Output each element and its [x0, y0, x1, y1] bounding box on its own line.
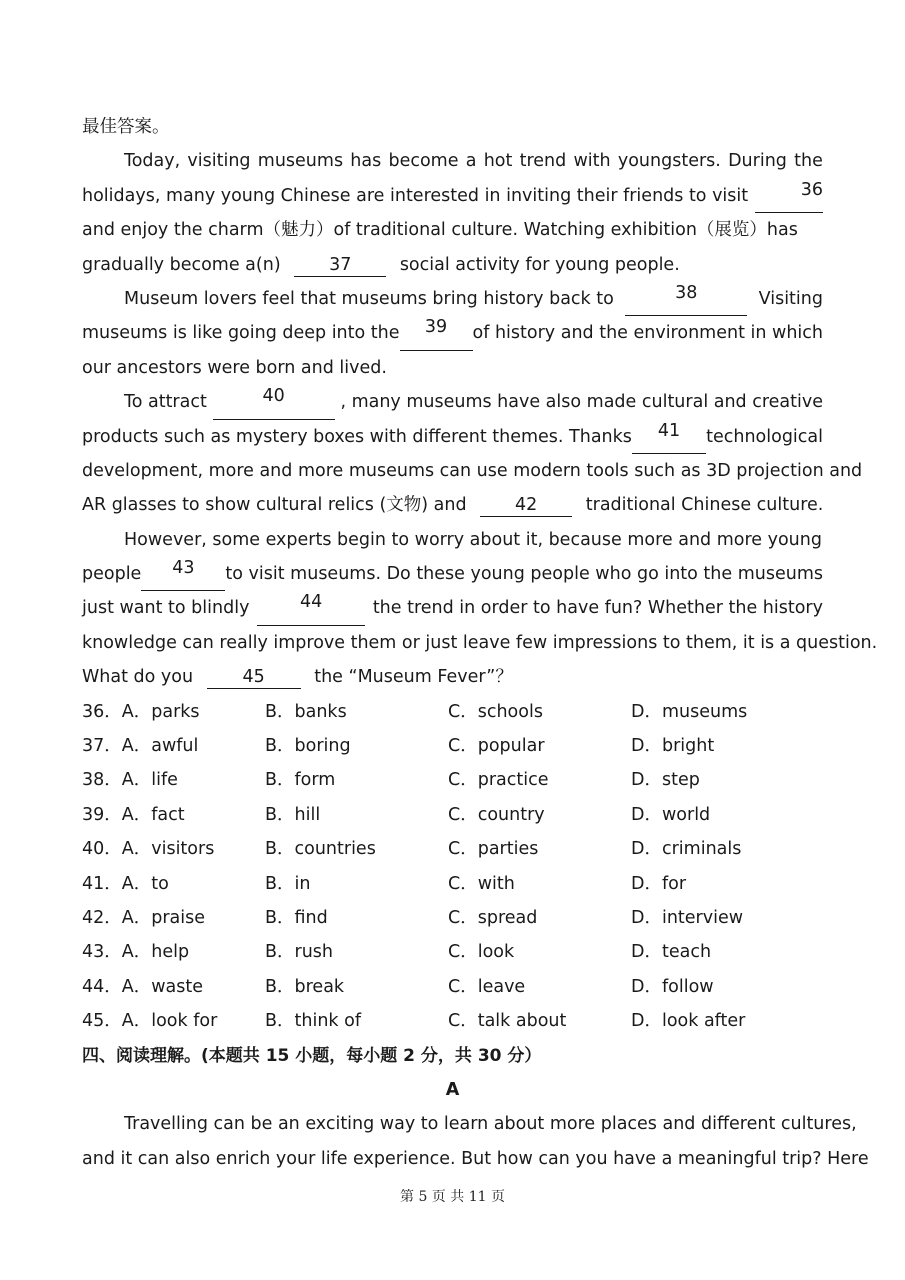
option-row	[82, 970, 823, 1004]
para1-line2	[82, 179, 823, 213]
text: knowledge can really improve them or just leave few impressions to them, it is a question.	[82, 632, 878, 653]
word: Today,	[124, 151, 181, 172]
option-b: B．banks	[265, 701, 347, 722]
text: However, some experts begin to worry about it, because more and more young	[124, 529, 822, 550]
option-d: D．step	[631, 770, 700, 791]
word: youngsters.	[617, 151, 721, 172]
option-row	[82, 901, 823, 935]
option-d: D．criminals	[631, 839, 742, 860]
word: museums	[257, 151, 344, 172]
blank-37: 37	[294, 254, 386, 277]
option-c: C．parties	[448, 839, 539, 860]
option-number-a: 43．A．help	[82, 942, 190, 963]
passage-line2	[82, 1142, 869, 1176]
option-row	[82, 695, 823, 729]
option-number-a: 45．A．look for	[82, 1011, 218, 1032]
para1-line3	[82, 213, 823, 247]
option-number-a: 37．A．awful	[82, 736, 199, 757]
option-row	[82, 935, 823, 969]
option-number-a: 42．A．praise	[82, 907, 206, 928]
para3-line3	[82, 454, 863, 488]
option-b: B．boring	[265, 736, 351, 757]
text: What do you	[82, 667, 194, 688]
word: During	[728, 151, 787, 172]
option-b: B．in	[265, 873, 311, 894]
option-c: C．leave	[448, 976, 526, 997]
option-d: D．look after	[631, 1011, 746, 1032]
para1-line4	[82, 248, 823, 282]
option-b: B．rush	[265, 942, 334, 963]
para4-line4	[82, 626, 878, 660]
options-list	[82, 695, 823, 1039]
option-d: D．teach	[631, 942, 712, 963]
option-row	[82, 798, 823, 832]
text: holidays, many young Chinese are interested in inviting their friends to visit	[82, 185, 749, 206]
para4-line5	[82, 660, 823, 694]
para1-line1	[82, 144, 823, 178]
option-d: D．world	[631, 804, 711, 825]
option-d: D．bright	[631, 736, 715, 757]
option-c: C．talk about	[448, 1011, 567, 1032]
para3-line2	[82, 420, 823, 454]
option-b: B．hill	[265, 804, 321, 825]
para2-line3: our ancestors were born and lived.	[82, 357, 387, 378]
word: has	[350, 151, 382, 172]
option-number-a: 38．A．life	[82, 770, 178, 791]
option-c: C．popular	[448, 736, 545, 757]
blank-39: 39	[400, 316, 473, 350]
option-number-a: 44．A．waste	[82, 976, 204, 997]
option-number-a: 36．A．parks	[82, 701, 200, 722]
option-c: C．look	[448, 942, 515, 963]
text: Museum lovers feel that museums bring history back to	[124, 288, 614, 309]
para2-line2	[82, 316, 823, 350]
text: the trend in order to have fun? Whether the history	[372, 598, 823, 619]
text: , many museums have also made cultural and creative	[340, 392, 823, 413]
option-c: C．with	[448, 873, 515, 894]
text: museums is like going deep into the	[82, 323, 400, 344]
option-b: B．break	[265, 976, 345, 997]
option-d: D．interview	[631, 907, 744, 928]
blank-44: 44	[257, 591, 365, 625]
blank-41: 41	[632, 420, 706, 454]
option-row	[82, 1004, 823, 1038]
text: to visit museums. Do these young people who go into the museums	[225, 564, 823, 585]
text: To attract	[124, 392, 207, 413]
word: visiting	[187, 151, 251, 172]
blank-36: 36	[755, 179, 823, 213]
option-number-a: 39．A．fact	[82, 804, 185, 825]
word: become	[388, 151, 459, 172]
text: Visiting	[758, 288, 823, 309]
text: AR glasses to show cultural relics (文物) and	[82, 495, 467, 516]
option-b: B．countries	[265, 839, 376, 860]
text: social activity for young people.	[399, 254, 680, 275]
text: of history and the environment in which	[472, 323, 823, 344]
blank-40: 40	[213, 385, 335, 419]
text: products such as mystery boxes with different themes. Thanks	[82, 426, 632, 447]
text: development, more and more museums can use modern tools such as 3D projection and	[82, 460, 863, 481]
option-number-a: 40．A．visitors	[82, 839, 215, 860]
option-b: B．think of	[265, 1011, 361, 1032]
option-b: B．form	[265, 770, 336, 791]
option-d: D．follow	[631, 976, 714, 997]
text: Travelling can be an exciting way to learn about more places and different cultures,	[124, 1114, 857, 1135]
blank-42: 42	[480, 494, 572, 517]
blank-45: 45	[207, 666, 301, 689]
text: just want to blindly	[82, 598, 250, 619]
option-c: C．country	[448, 804, 545, 825]
word: a	[465, 151, 477, 172]
text: the “Museum Fever”？	[314, 667, 513, 688]
para3-line4	[82, 488, 823, 522]
para4-line3	[82, 591, 823, 625]
word: hot	[483, 151, 513, 172]
blank-43: 43	[141, 557, 225, 591]
para4-line2	[82, 557, 823, 591]
word: trend	[519, 151, 567, 172]
para2-line1	[82, 282, 823, 316]
passage-label: A	[445, 1079, 460, 1100]
para4-line1	[82, 523, 823, 557]
top-line: 最佳答案。	[82, 117, 170, 137]
page-footer: 第 5 页 共 11 页	[400, 1189, 505, 1205]
text: and enjoy the charm（魅力）of traditional culture. Watching exhibition（展览）has	[82, 220, 798, 241]
option-c: C．spread	[448, 907, 538, 928]
word: the	[794, 151, 823, 172]
option-number-a: 41．A．to	[82, 873, 169, 894]
option-row	[82, 729, 823, 763]
option-row	[82, 763, 823, 797]
option-d: D．for	[631, 873, 687, 894]
option-d: D．museums	[631, 701, 748, 722]
document-page	[82, 110, 878, 1176]
passage-line1	[82, 1107, 857, 1141]
option-c: C．schools	[448, 701, 543, 722]
text: gradually become a(n)	[82, 254, 281, 275]
text: people	[82, 564, 142, 585]
blank-38: 38	[625, 282, 747, 316]
option-b: B．find	[265, 907, 328, 928]
text: traditional Chinese culture.	[585, 495, 824, 516]
para3-line1	[82, 385, 823, 419]
option-row	[82, 867, 823, 901]
word: with	[573, 151, 611, 172]
text: and it can also enrich your life experience. But how can you have a meaningful trip? Here	[82, 1148, 869, 1169]
option-row	[82, 832, 823, 866]
section-heading: 四、阅读理解。(本题共 15 小题，每小题 2 分，共 30 分）	[82, 1045, 542, 1066]
option-c: C．practice	[448, 770, 549, 791]
text: technological	[706, 426, 823, 447]
